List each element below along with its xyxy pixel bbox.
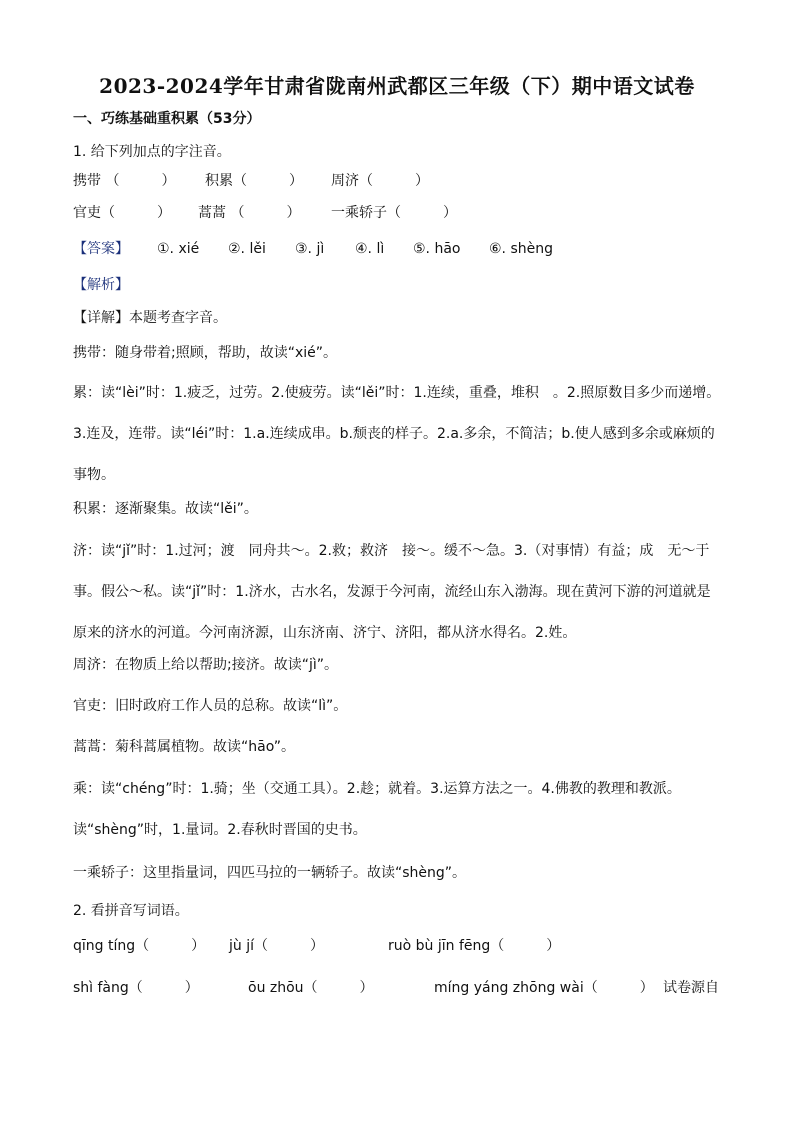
q1-item-5: 蒿蒿 （ ） [198,205,301,221]
page-title: 2023-2024学年甘肃省陇南州武都区三年级（下）期中语文试卷 [99,74,695,98]
explanation-sheng: 乘：读“chéng”时：1.骑；坐（交通工具）。2.趁；就着。3.运算方法之一。4.佛教的教理和教派。读“shèng”时，1.量词。2.春秋时晋国的史书。 [73,781,681,838]
q2-item-6: míng yáng zhōng wài（ ） [434,980,654,996]
question-1-stem: 1. 给下列加点的字注音。 [73,144,231,160]
q1-item-1: 携带 （ ） [73,173,176,189]
answer-6: ⑥. shèng [489,241,553,257]
answer-4: ④. lì [355,241,385,257]
answer-2: ②. lěi [228,241,266,257]
question-2-stem: 2. 看拼音写词语。 [73,903,189,919]
q1-item-2: 积累（ ） [205,173,303,189]
answer-3: ③. jì [295,241,325,257]
analysis-tag: 【解析】 [73,277,129,293]
q2-item-5: ōu zhōu（ ） [248,980,374,996]
answer-tag: 【答案】 [73,241,129,257]
explanation-yishengjiaozi: 一乘轿子：这里指量词，四匹马拉的一辆轿子。故读“shèng”。 [73,865,467,881]
q1-item-3: 周济（ ） [331,173,429,189]
answer-1: ①. xié [157,241,200,257]
explanation-ji: 济：读“jǐ”时：1.过河；渡 同舟共～。2.救；救济 接～。缓不～急。3.（对事情）有益；成 无～于事。假公～私。读“jǐ”时：1.济水，古水名，发源于今河南，流经山东入渤海。现在黄河下游的河道就是原来的济水的河道。今河南济源，山东济南、济宁、济阳，都从济水得名。2.姓。 [73,543,711,641]
q1-item-6: 一乘轿子（ ） [331,205,457,221]
section-heading: 一、巧练基础重积累（53分） [73,111,261,127]
source-watermark-text: 试卷源自 [663,980,719,996]
explanation-guanli: 官吏：旧时政府工作人员的总称。故读“lì”。 [73,698,348,714]
explanation-hao: 蒿蒿：菊科蒿属植物。故读“hāo”。 [73,739,296,755]
answer-5: ⑤. hāo [413,241,461,257]
detail-line: 【详解】本题考查字音。 [73,310,227,326]
q2-item-1: qīng tíng（ ） [73,938,206,954]
q2-item-3: ruò bù jīn fēng（ ） [388,938,561,954]
explanation-zhouji: 周济：在物质上给以帮助;接济。故读“jì”。 [73,657,339,673]
q2-item-4: shì fàng（ ） [73,980,199,996]
explanation-xie: 携带：随身带着;照顾，帮助，故读“xié”。 [73,345,338,361]
q2-item-2: jù jí（ ） [229,938,324,954]
explanation-jilei: 积累：逐渐聚集。故读“lěi”。 [73,501,258,517]
q1-item-4: 官吏（ ） [73,205,171,221]
explanation-lei: 累：读“lèi”时：1.疲乏，过劳。2.使疲劳。读“lěi”时：1.连续，重叠，堆积 。2.照原数目多少而递增。3.连及，连带。读“léi”时：1.a.连续成串。b.颓丧的样子。2.a.多余，不简洁；b.使人感到多余或麻烦的事物。 [73,385,721,483]
